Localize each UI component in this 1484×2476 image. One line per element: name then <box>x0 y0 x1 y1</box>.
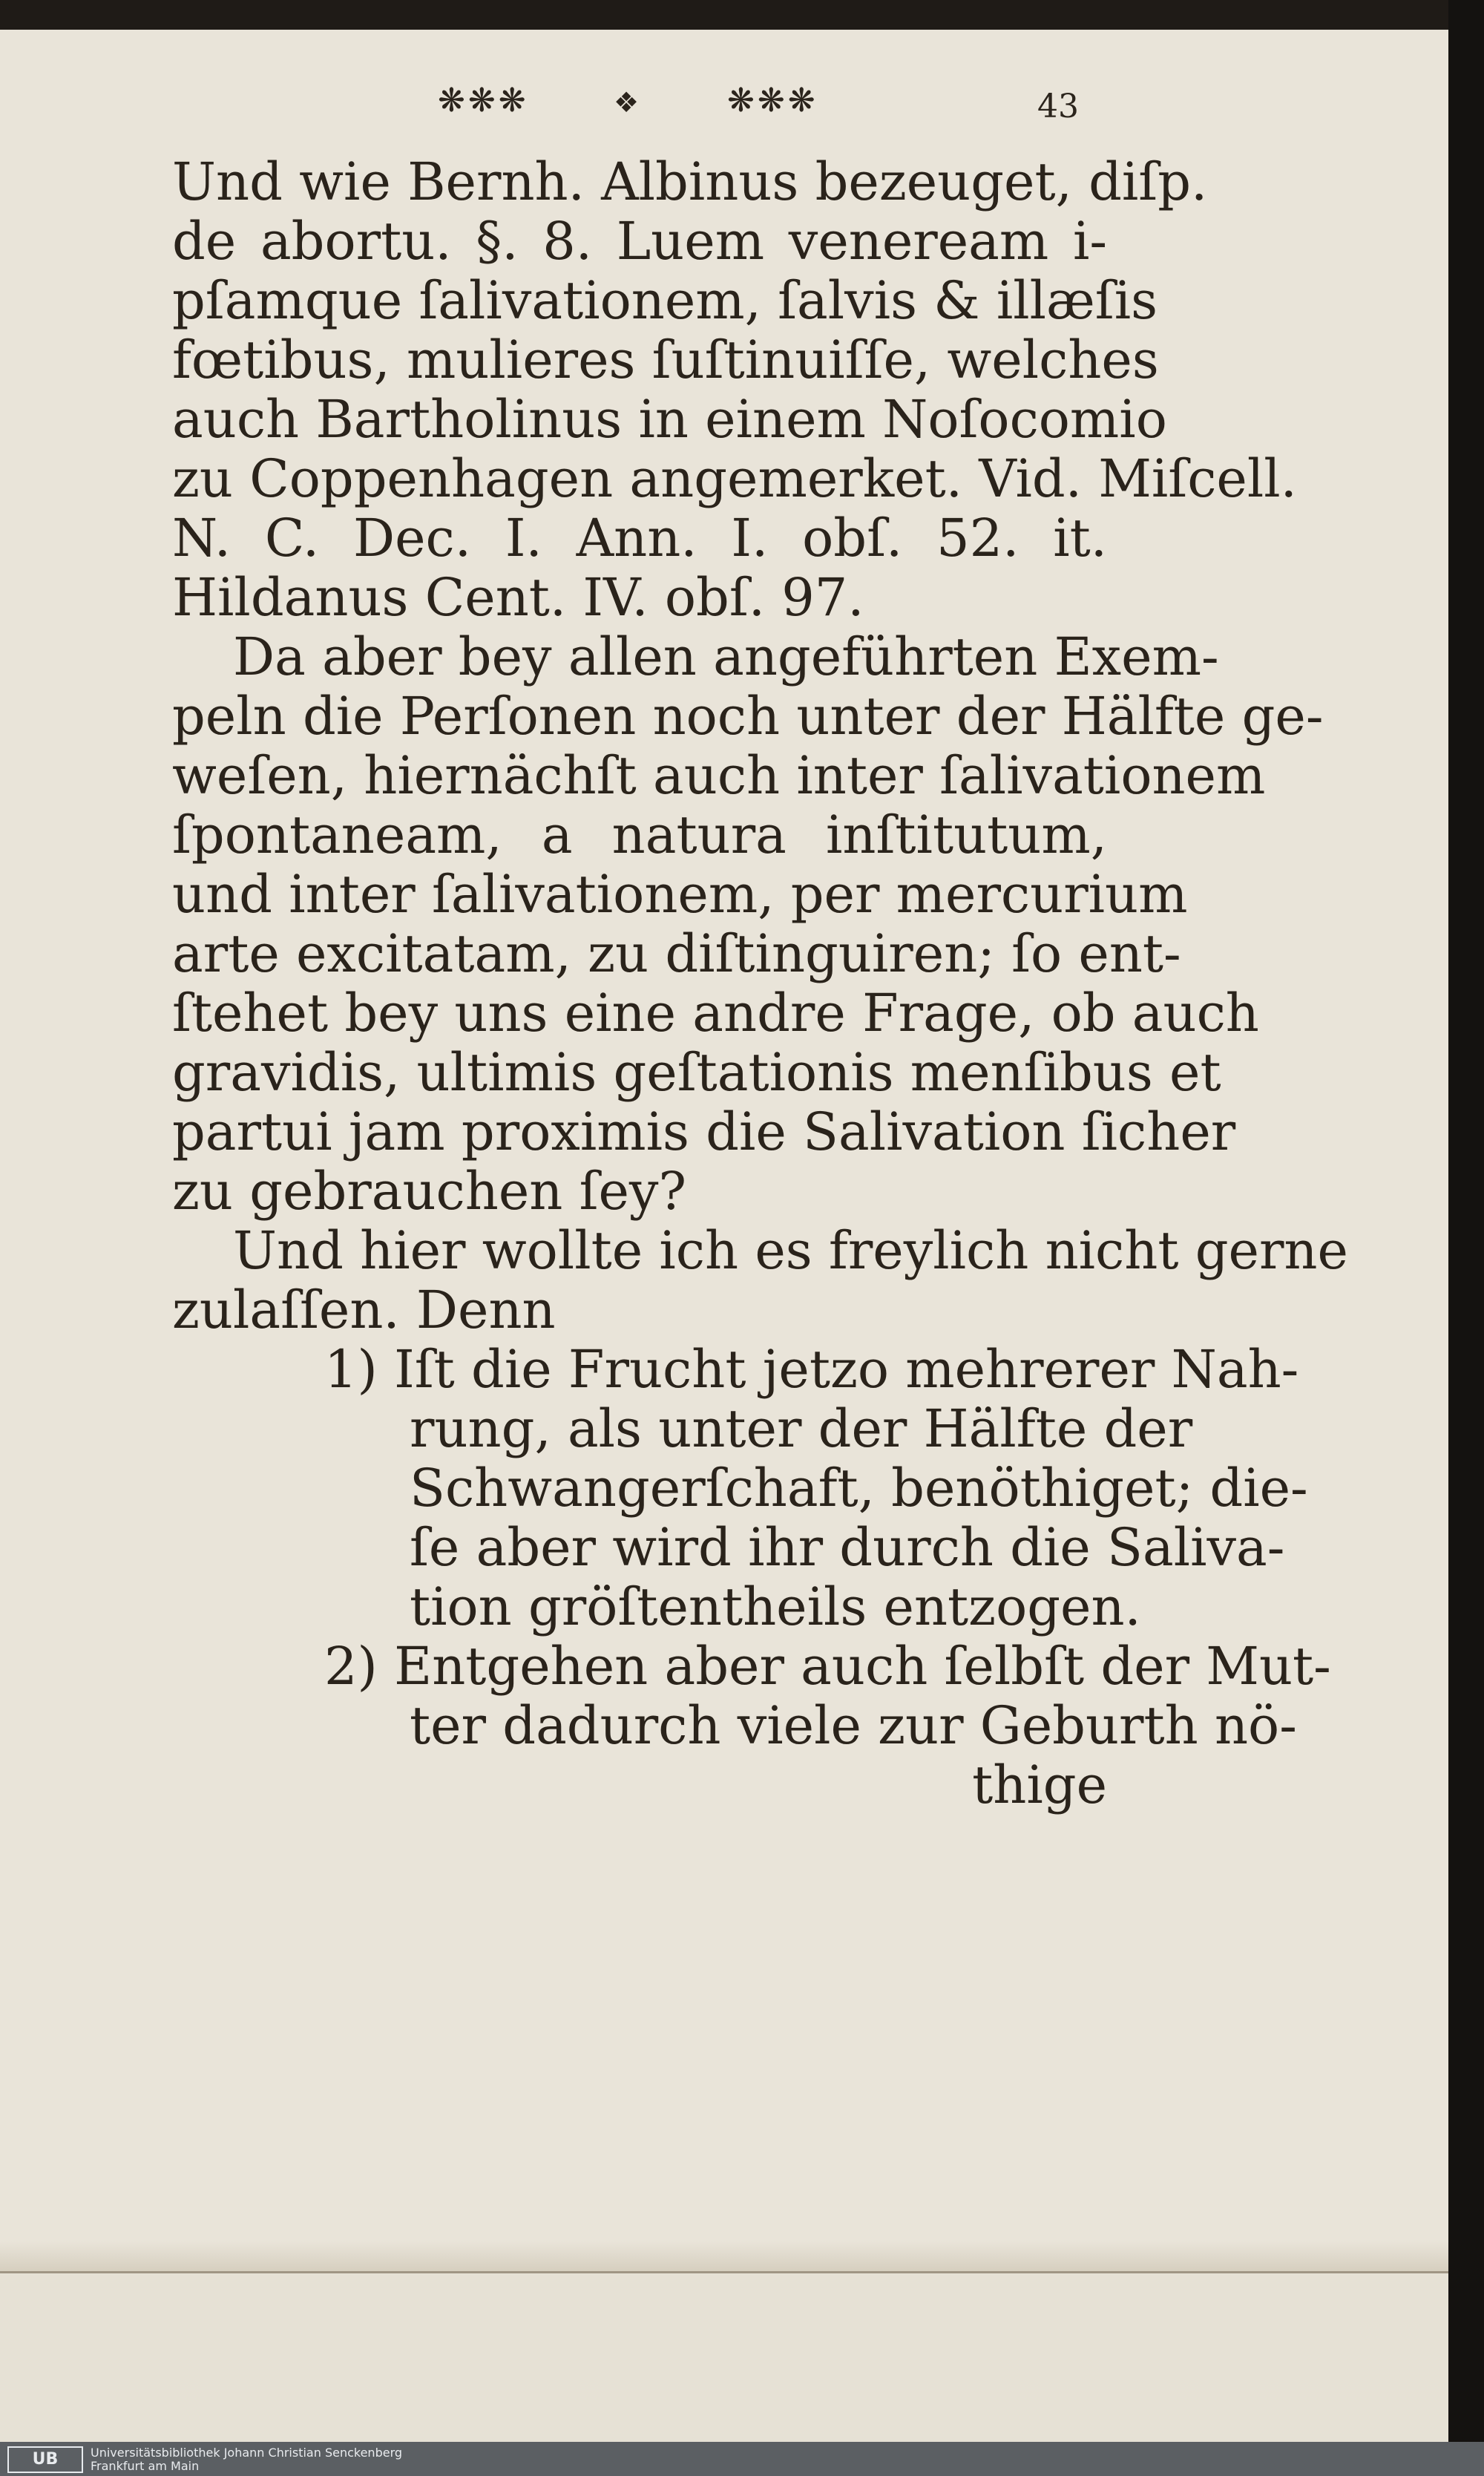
text-line: de abortu. §. 8. Luem veneream i- <box>172 211 1107 272</box>
text-line: ſpontaneam, a natura inſtitutum, <box>172 805 1107 865</box>
catchword: thige <box>972 1755 1107 1815</box>
text-line: peln die Perſonen noch unter der Hälfte ge- <box>172 686 1324 747</box>
text-line: ſtehet bey uns eine andre Frage, ob auch <box>172 983 1259 1044</box>
page-bottom-edge <box>0 2241 1448 2273</box>
list-item-line: ſe aber wird ihr durch die Saliva- <box>410 1517 1285 1578</box>
library-footer <box>0 2442 1484 2476</box>
text-line: gravidis, ultimis geſtationis menſibus et <box>172 1042 1221 1103</box>
text-line: zu gebrauchen ſey? <box>172 1161 686 1222</box>
text-line: Und hier wollte ich es freylich nicht gerne <box>233 1220 1348 1281</box>
list-item-line: 1) Iſt die Frucht jetzo mehrerer Nah- <box>324 1339 1299 1400</box>
list-item-line: Schwangerſchaft, benöthiget; die- <box>410 1458 1308 1519</box>
text-line: auch Bartholinus in einem Noſocomio <box>172 389 1167 450</box>
text-line: fœtibus, mulieres ſuſtinuiſſe, welches <box>172 330 1159 390</box>
text-line: arte excitatam, zu diſtinguiren; ſo ent- <box>172 923 1181 984</box>
text-line: Hildanus Cent. IV. obſ. 97. <box>172 567 864 628</box>
text-line: zu Coppenhagen angemerket. Vid. Miſcell. <box>172 448 1297 509</box>
library-logo: UB <box>7 2446 83 2473</box>
scan-top-edge <box>0 0 1484 30</box>
page-number: 43 <box>1037 88 1079 125</box>
center-ornament: ❖ <box>614 86 643 119</box>
text-line: Und wie Bernh. Albinus bezeuget, diſp. <box>172 151 1208 212</box>
library-name: Universitätsbibliothek Johann Christian Senckenberg <box>91 2446 403 2460</box>
scan-right-edge <box>1448 0 1484 2476</box>
list-item-line: ter dadurch viele zur Geburth nö- <box>410 1695 1297 1756</box>
text-line: weſen, hiernächſt auch inter ſalivationem <box>172 745 1266 806</box>
text-line: partui jam proximis die Salivation ſicher <box>172 1101 1236 1162</box>
right-ornament: ❋❋❋ <box>727 82 818 119</box>
body-text <box>172 151 1348 1815</box>
underlying-page <box>0 2273 1448 2466</box>
text-line: zulaſſen. Denn <box>172 1280 556 1340</box>
left-ornament: ❋❋❋ <box>438 82 529 119</box>
text-line: und inter ſalivationem, per mercurium <box>172 864 1188 925</box>
list-item-line: 2) Entgehen aber auch ſelbſt der Mut- <box>324 1636 1331 1697</box>
page-header <box>438 82 1091 126</box>
list-item-line: rung, als unter der Hälfte der <box>410 1398 1193 1459</box>
library-location: Frankfurt am Main <box>91 2459 200 2473</box>
text-line: Da aber bey allen angeführten Exem- <box>233 626 1219 687</box>
list-item-line: tion gröſtentheils entzogen. <box>410 1576 1141 1637</box>
text-line: N. C. Dec. I. Ann. I. obſ. 52. it. <box>172 508 1107 569</box>
text-line: pſamque ſalivationem, ſalvis & illæſis <box>172 270 1158 331</box>
library-credit <box>91 2446 402 2473</box>
